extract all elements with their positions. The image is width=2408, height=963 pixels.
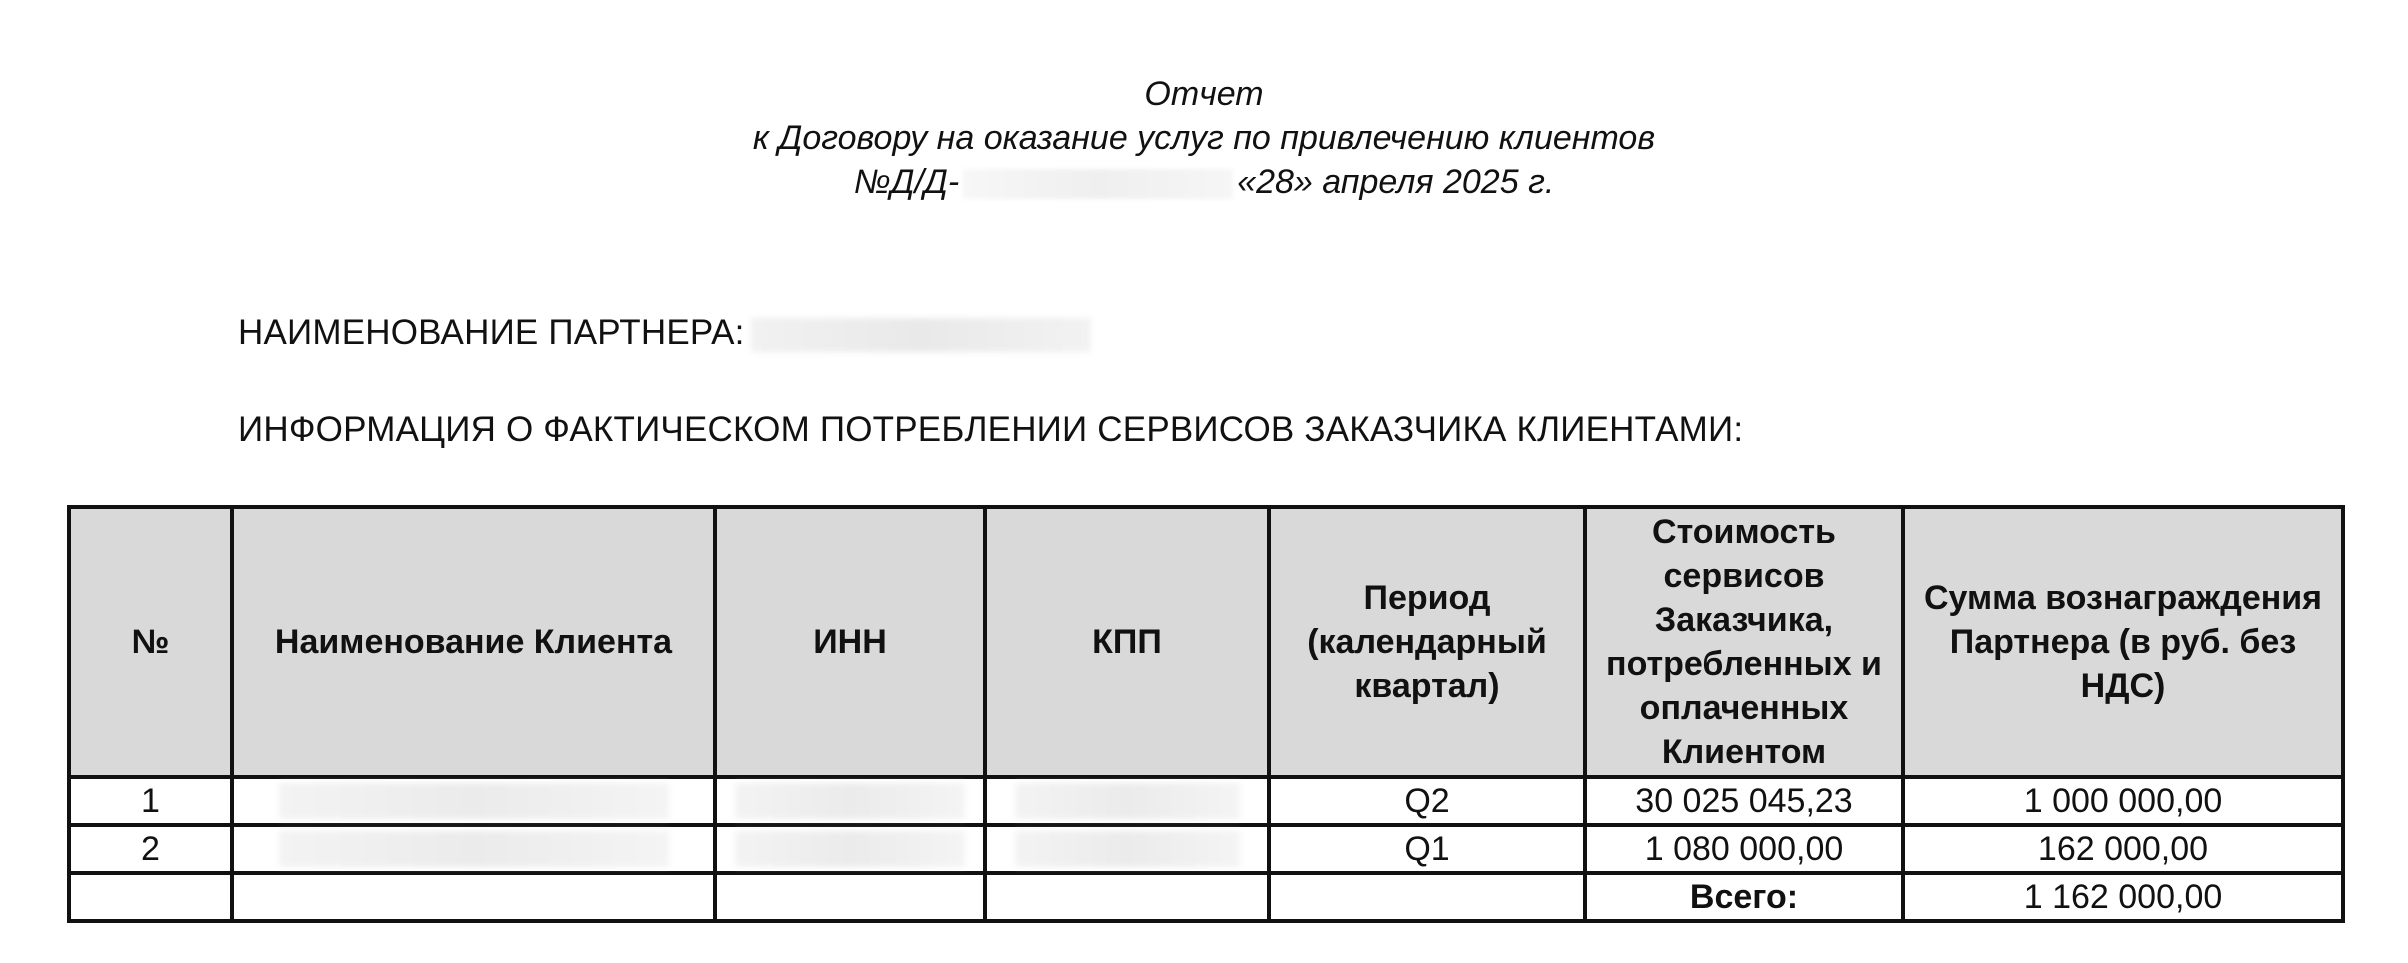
row-cost: 30 025 045,23 bbox=[1585, 777, 1903, 825]
header-kpp: КПП bbox=[985, 507, 1269, 777]
row-inn bbox=[715, 777, 985, 825]
row-client bbox=[232, 777, 715, 825]
table-row bbox=[69, 825, 2343, 873]
row-kpp bbox=[985, 825, 1269, 873]
total-empty-cell bbox=[985, 873, 1269, 921]
row-cost: 1 080 000,00 bbox=[1585, 825, 1903, 873]
row-period: Q1 bbox=[1269, 825, 1585, 873]
redacted-kpp bbox=[1015, 831, 1240, 867]
header-inn: ИНН bbox=[715, 507, 985, 777]
header-cost: Стоимость сервисов Заказчика, потребленных и оплаченных Клиентом bbox=[1585, 507, 1903, 777]
table-total-row bbox=[69, 873, 2343, 921]
table-row bbox=[69, 777, 2343, 825]
header-client: Наименование Клиента bbox=[232, 507, 715, 777]
redacted-inn bbox=[735, 831, 965, 867]
row-kpp bbox=[985, 777, 1269, 825]
report-title: Отчет bbox=[1144, 75, 1264, 113]
header-num: № bbox=[69, 507, 232, 777]
redacted-kpp bbox=[1015, 783, 1240, 819]
total-empty-cell bbox=[715, 873, 985, 921]
redacted-client-name bbox=[279, 831, 669, 867]
row-reward: 162 000,00 bbox=[1903, 825, 2343, 873]
row-num: 1 bbox=[69, 777, 232, 825]
contract-number-line bbox=[0, 160, 2408, 204]
report-header bbox=[0, 72, 2408, 204]
contract-date: «28» апреля 2025 г. bbox=[1237, 163, 1555, 201]
row-client bbox=[232, 825, 715, 873]
header-reward: Сумма вознаграждения Партнера (в руб. без НДС) bbox=[1903, 507, 2343, 777]
table-header-row bbox=[69, 507, 2343, 777]
total-empty-cell bbox=[1269, 873, 1585, 921]
redacted-partner-name bbox=[751, 318, 1091, 352]
total-empty-cell bbox=[232, 873, 715, 921]
total-value: 1 162 000,00 bbox=[1903, 873, 2343, 921]
partner-label: НАИМЕНОВАНИЕ ПАРТНЕРА: bbox=[238, 313, 745, 352]
row-inn bbox=[715, 825, 985, 873]
redacted-client-name bbox=[279, 783, 669, 819]
row-num: 2 bbox=[69, 825, 232, 873]
row-reward: 1 000 000,00 bbox=[1903, 777, 2343, 825]
report-subtitle: к Договору на оказание услуг по привлечению клиентов bbox=[752, 119, 1656, 157]
partner-line bbox=[238, 313, 1091, 353]
consumption-table bbox=[67, 505, 2345, 923]
info-heading: ИНФОРМАЦИЯ О ФАКТИЧЕСКОМ ПОТРЕБЛЕНИИ СЕРВИСОВ ЗАКАЗЧИКА КЛИЕНТАМИ: bbox=[238, 410, 1744, 449]
row-period: Q2 bbox=[1269, 777, 1585, 825]
contract-number-prefix: №Д/Д- bbox=[853, 163, 960, 201]
total-empty-cell bbox=[69, 873, 232, 921]
redacted-inn bbox=[735, 783, 965, 819]
total-label: Всего: bbox=[1585, 873, 1903, 921]
redacted-contract-number bbox=[963, 169, 1233, 199]
header-period: Период (календарный квартал) bbox=[1269, 507, 1585, 777]
